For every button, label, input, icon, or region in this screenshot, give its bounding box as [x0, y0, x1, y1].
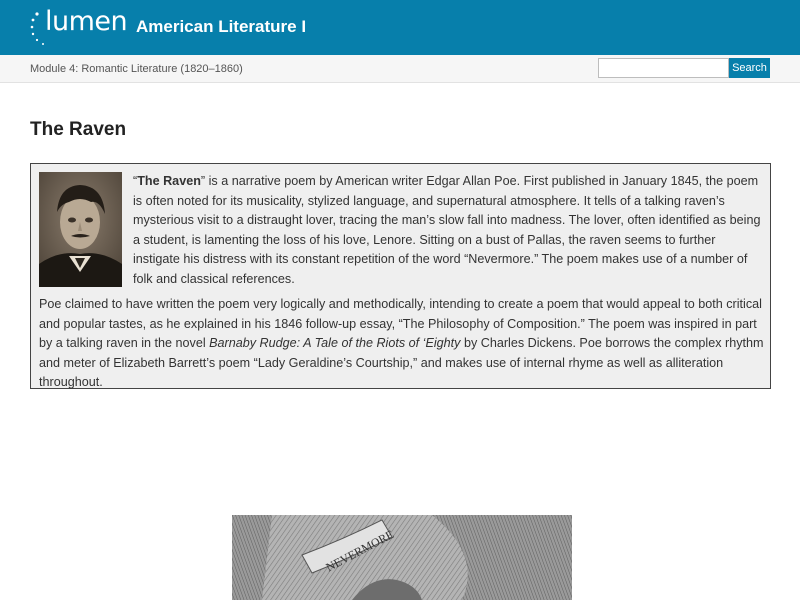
- breadcrumb[interactable]: Module 4: Romantic Literature (1820–1860): [30, 63, 243, 75]
- course-title[interactable]: American Literature I: [136, 17, 307, 36]
- raven-engraving-image: [232, 515, 572, 600]
- composition-text-b: by Charles Dickens. Poe borrows the complex rhythm and meter of Elizabeth Barrett’s poem “Lady Geraldine’s Courtship,” and makes use of internal rhyme as well as alliteration throughout.: [39, 336, 764, 389]
- composition-paragraph: [39, 295, 765, 393]
- composition-text-a: Poe claimed to have written the poem very logically and methodically, intending to create a poem that would appeal to both critical and popular tastes, as he explained in his 1846 follow-up essay, “The Philosophy of Composition.” The poem was inspired in part by a talking raven in the novel: [39, 297, 762, 350]
- logo-wordmark[interactable]: lumen: [45, 6, 128, 37]
- quote-mark: “: [133, 174, 138, 188]
- intro-paragraph-text: ” is a narrative poem by American writer Edgar Allan Poe. First published in January 1845, the poem is often noted for its musicality, stylized language, and supernatural atmosphere. It tells of a talking raven’s mysterious visit to a distraught lover, tracing the man’s slow fall into madness. The lover, often identified as being a student, is lamenting the loss of his love, Lenore. Sitting on a bust of Pallas, the raven seems to further instigate his distress with its constant repetition of the word “Nevermore.” The poem makes use of a number of folk and classical references.: [133, 174, 761, 286]
- breadcrumb-bar: [0, 55, 800, 83]
- nevermore-banner-text: NEVERMORE: [323, 527, 397, 575]
- page-title: The Raven: [30, 119, 127, 140]
- search-input[interactable]: [598, 58, 729, 78]
- intro-paragraph: [133, 172, 765, 289]
- raven-title-bold: The Raven: [137, 174, 201, 188]
- search-button[interactable]: Search: [729, 58, 770, 78]
- barnaby-rudge-title: Barnaby Rudge: A Tale of the Riots of ‘Eighty: [209, 336, 461, 350]
- poe-portrait-image: [39, 172, 122, 287]
- intro-textbox: [30, 163, 771, 389]
- top-header: [0, 0, 800, 55]
